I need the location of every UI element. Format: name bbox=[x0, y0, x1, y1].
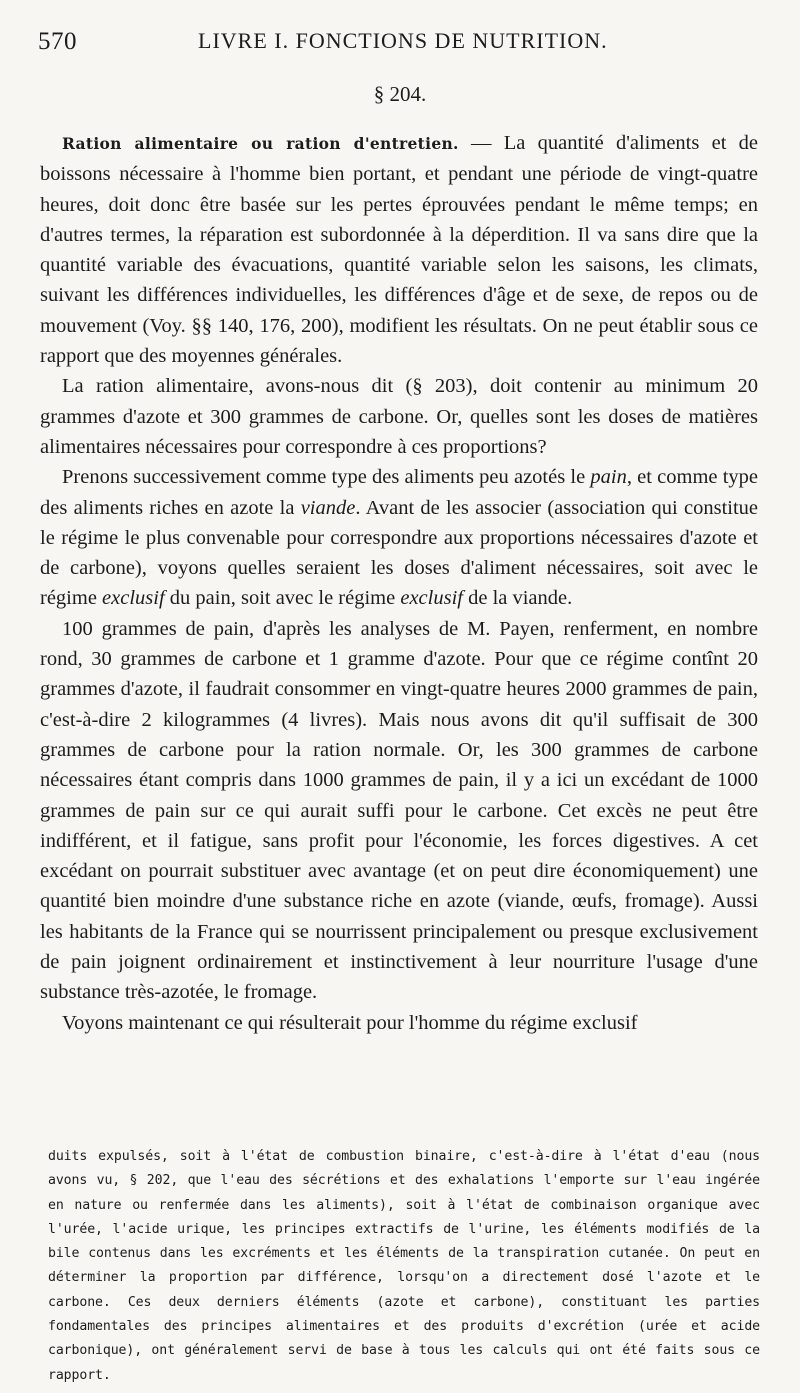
paragraph-5: Voyons maintenant ce qui résulterait pour l'homme du régime exclusif bbox=[62, 1011, 638, 1034]
italic-exclusif-2: exclusif bbox=[400, 587, 463, 610]
paragraph-3-text-e: de la viande. bbox=[462, 587, 573, 610]
page-header bbox=[38, 28, 762, 60]
running-head: LIVRE I. FONCTIONS DE NUTRITION. bbox=[198, 28, 608, 53]
paragraph-3-text-b: , et comme type des aliments riches en azote la bbox=[40, 466, 758, 519]
paragraph-2: La ration alimentaire, avons-nous dit (§ 203), doit contenir au minimum 20 grammes d'azote et 300 grammes de carbone. Or, quelles sont les doses de matières alimentaires nécessaires pour correspondre à ces proportions? bbox=[40, 375, 758, 458]
paragraph-3-text-a: Prenons successivement comme type des aliments peu azotés le bbox=[62, 466, 591, 489]
body-text bbox=[40, 128, 758, 1038]
paragraph-3-text-d: du pain, soit avec le régime bbox=[164, 587, 401, 610]
paragraph-4: 100 grammes de pain, d'après les analyses de M. Payen, renferment, en nombre rond, 30 grammes de carbone et 1 gramme d'azote. Pour que ce régime contînt 20 grammes d'azote, il faudrait consommer en vingt-quatre heures 2000 grammes de pain, c'est-à-dire 2 kilogrammes (4 livres). Mais nous avons dit qu'il suffisait de 300 grammes de carbone pour la ration normale. Or, les 300 grammes de carbone nécessaires étant compris dans 1000 grammes de pain, il y a ici un excédant de 1000 grammes de pain sur ce qui aurait suffi pour le carbone. Cet excès ne peut être indifférent, et il fatigue, sans profit pour l'économie, les forces digestives. A cet excédant on pourrait substituer avec avantage (et on peut dire économiquement) une quantité bien moindre d'une substance riche en azote (viande, œufs, fromage). Aussi les habitants de la France qui se nourrissent principalement ou presque exclusivement de pain joignent ordinairement et instinctivement à leur nourriture l'usage d'une substance très-azotée, le fromage. bbox=[40, 617, 758, 1004]
paragraph-1 bbox=[40, 128, 758, 371]
paragraph-1-text: — La quantité d'aliments et de boissons nécessaire à l'homme bien portant, et pendant une période de vingt-quatre heures, doit donc être basée sur les pertes éprouvées pendant le même temps; en d'autres termes, la réparation est subordonnée à la déperdition. Il va sans dire que la quantité variable des évacuations, quantité variable selon les saisons, les climats, suivant les différences individuelles, les différences d'âge et de sexe, de repos ou de mouvement (Voy. §§ 140, 176, 200), modifient les résultats. On ne peut établir sous ce rapport que des moyennes générales. bbox=[40, 132, 758, 368]
paragraph-3 bbox=[40, 462, 758, 613]
italic-exclusif-1: exclusif bbox=[102, 587, 165, 610]
paragraph-3-text-c: . Avant de les associer (association qui constitue le régime le plus convenable pour correspondre aux proportions nécessaires d'azote et de carbone), voyons quelles seraient les doses d'aliment nécessaires, soit avec le régime bbox=[40, 496, 759, 610]
italic-pain: pain bbox=[590, 466, 627, 489]
section-number: § 204. bbox=[373, 82, 427, 106]
footnote-text: duits expulsés, soit à l'état de combustion binaire, c'est-à-dire à l'état d'eau (nous avons vu, § 202, que l'eau des sécrétions et des exhalations l'emporte sur l'eau ingérée en nature ou renfermée dans les aliments), soit à l'état de combinaison organique avec l'urée, l'acide urique, les principes extractifs de l'urine, les éléments modifiés de la bile contenus dans les excréments et les éléments de la transpiration cutanée. On peut en déterminer la proportion par différence, lorsqu'on a directement dosé l'azote et le carbone. Ces deux derniers éléments (azote et carbone), constituant les parties fondamentales des principes alimentaires et des produits d'excrétion (urée et acide carbonique), ont généralement servi de base à tous les calculs qui ont été faits sous ce rapport. bbox=[48, 1149, 760, 1383]
section-heading: Ration alimentaire ou ration d'entretien. bbox=[62, 134, 459, 153]
italic-viande: viande bbox=[300, 496, 356, 519]
page-number: 570 bbox=[38, 28, 77, 55]
footnote bbox=[48, 1145, 760, 1388]
